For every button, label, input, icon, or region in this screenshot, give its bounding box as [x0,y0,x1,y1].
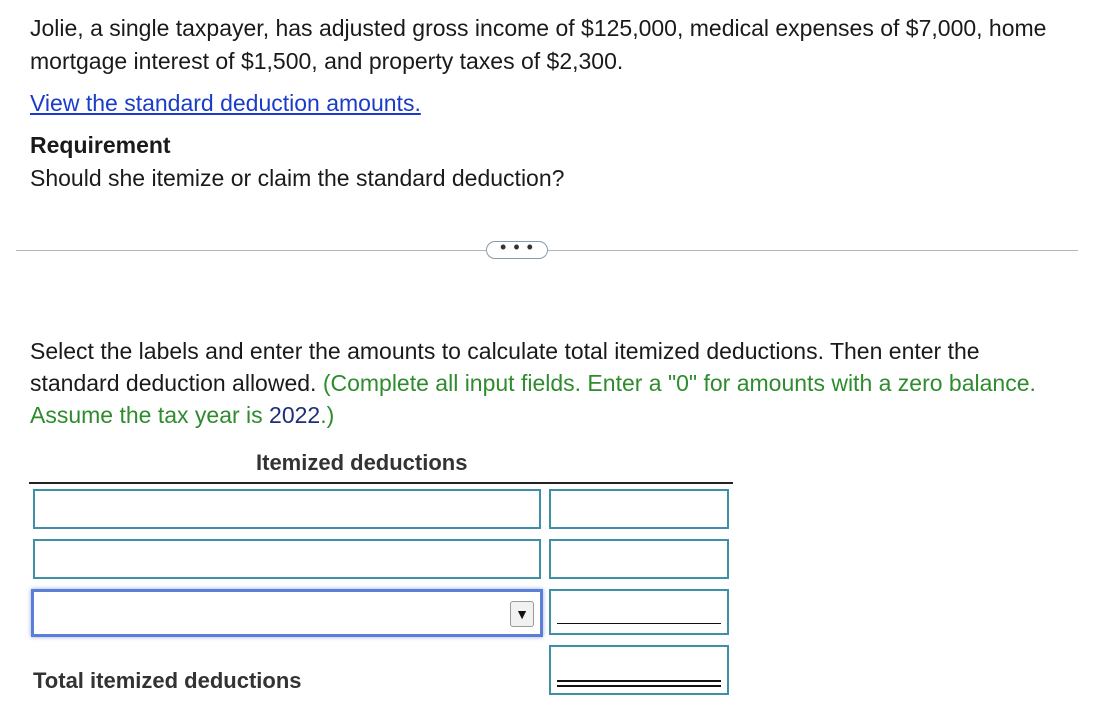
dropdown-arrow-icon[interactable]: ▼ [510,601,534,627]
instructions [30,335,1075,431]
problem-statement: Jolie, a single taxpayer, has adjusted gross income of $125,000, medical expenses of $7,000, home mortgage interest of $1,500, and property taxes of $2,300. [30,15,1047,74]
row-1-amount-input[interactable] [549,489,729,529]
row-2-label-input[interactable] [33,539,541,579]
expand-more-button[interactable]: • • • [486,241,548,259]
total-amount-input[interactable] [549,645,729,695]
standard-deduction-link[interactable]: View the standard deduction amounts. [30,90,421,116]
instructions-note-end: .) [320,402,335,428]
total-double-underline-bottom [557,685,721,687]
row-1-label-input[interactable] [33,489,541,529]
row-3-amount-input[interactable] [549,589,729,635]
total-label: Total itemized deductions [33,668,302,693]
total-double-underline-top [557,680,721,682]
table-header: Itemized deductions [256,450,468,475]
instructions-note: (Complete all input fields. Enter a "0" for amounts with a zero balance. Assume the tax year is [30,370,1036,428]
tax-year-value: 2022 [269,402,321,428]
table-header-rule [29,482,733,484]
row-3-label-select[interactable] [31,589,543,637]
row-2-amount-input[interactable] [549,539,729,579]
instructions-main: Select the labels and enter the amounts to calculate total itemized deductions. Then enter the standard deduction allowed. [30,338,980,396]
requirement-heading: Requirement [30,132,171,158]
subtotal-underline [557,623,721,624]
requirement-text: Should she itemize or claim the standard deduction? [30,165,565,191]
